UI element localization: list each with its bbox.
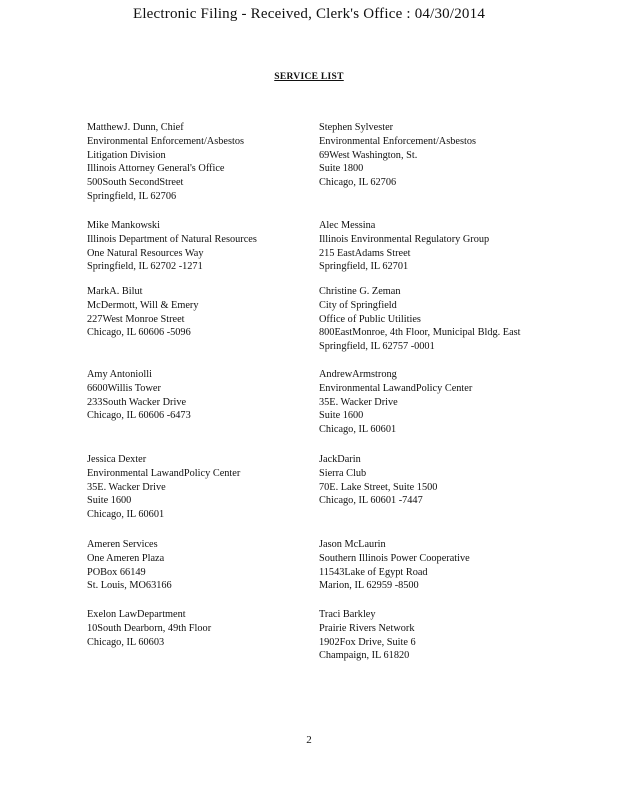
contact-line: Suite 1600 (87, 495, 132, 507)
contact-line: Marion, IL 62959 -8500 (319, 580, 419, 592)
contact-line: Illinois Attorney General's Office (87, 163, 225, 175)
contact-line: Springfield, IL 62701 (319, 261, 409, 273)
contact-line: Amy Antoniolli (87, 369, 152, 380)
contact-line: Chicago, IL 60606 -6473 (87, 410, 191, 422)
service-list-grid (87, 121, 567, 668)
contact-line: Alec Messina (319, 220, 376, 231)
contact-line: 800EastMonroe, 4th Floor, Municipal Bldg. East (319, 327, 521, 339)
contact-line: 6600Willis Tower (87, 382, 161, 394)
contact-line: Chicago, IL 60603 (87, 636, 165, 648)
contact-line: 215 EastAdams Street (319, 247, 411, 259)
contact-entry (319, 219, 567, 285)
contact-line: AndrewArmstrong (319, 369, 397, 380)
contact-line: Ameren Services (87, 539, 158, 550)
contact-line: City of Springfield (319, 299, 397, 311)
contact-line: Springfield, IL 62757 -0001 (319, 341, 435, 353)
contact-line: Prairie Rivers Network (319, 622, 415, 634)
contact-line: Jessica Dexter (87, 454, 147, 465)
contact-entry (319, 285, 567, 368)
contact-line: 11543Lake of Egypt Road (319, 566, 428, 578)
contact-line: Suite 1800 (319, 163, 364, 175)
contact-entry (319, 453, 567, 538)
contact-entry (319, 608, 567, 668)
contact-line: Springfield, IL 62702 -1271 (87, 261, 203, 273)
contact-line: Chicago, IL 60601 (319, 424, 397, 436)
page-number: 2 (306, 734, 312, 746)
contact-line: POBox 66149 (87, 566, 146, 578)
contact-line: Exelon LawDepartment (87, 609, 186, 620)
contact-line: Southern Illinois Power Cooperative (319, 552, 470, 564)
contact-line: Stephen Sylvester (319, 122, 394, 133)
contact-line: Environmental Enforcement/Asbestos (87, 135, 244, 147)
contact-line: Environmental LawandPolicy Center (87, 467, 241, 479)
contact-line: Suite 1600 (319, 410, 364, 422)
contact-line: Illinois Environmental Regulatory Group (319, 233, 490, 245)
contact-entry (87, 285, 319, 368)
contact-line: 10South Dearborn, 49th Floor (87, 622, 212, 634)
contact-entry (87, 368, 319, 453)
contact-line: Sierra Club (319, 467, 367, 479)
contact-line: Christine G. Zeman (319, 286, 401, 297)
contact-line: 35E. Wacker Drive (319, 396, 398, 408)
contact-line: MatthewJ. Dunn, Chief (87, 122, 184, 133)
contact-line: Chicago, IL 62706 (319, 177, 397, 189)
contact-line: One Natural Resources Way (87, 247, 204, 259)
contact-line: Champaign, IL 61820 (319, 650, 410, 662)
contact-line: MarkA. Bilut (87, 286, 143, 297)
contact-line: 500South SecondStreet (87, 177, 184, 189)
contact-line: 69West Washington, St. (319, 149, 418, 161)
contact-line: St. Louis, MO63166 (87, 580, 172, 592)
contact-line: Springfield, IL 62706 (87, 190, 177, 202)
contact-line: 233South Wacker Drive (87, 396, 187, 408)
contact-line: McDermott, Will & Emery (87, 299, 199, 311)
contact-line: One Ameren Plaza (87, 552, 165, 564)
filing-header: Electronic Filing - Received, Clerk's Office : 04/30/2014 (132, 6, 486, 22)
contact-entry (87, 538, 319, 608)
contact-line: Office of Public Utilities (319, 313, 421, 325)
contact-line: Litigation Division (87, 149, 166, 161)
contact-line: Environmental Enforcement/Asbestos (319, 135, 476, 147)
contact-entry (87, 219, 319, 285)
contact-entry (319, 121, 567, 219)
contact-line: 227West Monroe Street (87, 313, 185, 325)
contact-entry (319, 538, 567, 608)
contact-line: Chicago, IL 60601 -7447 (319, 495, 423, 507)
contact-line: 35E. Wacker Drive (87, 481, 166, 493)
contact-line: 1902Fox Drive, Suite 6 (319, 636, 416, 648)
contact-entry (87, 453, 319, 538)
contact-line: Jason McLaurin (319, 539, 386, 550)
contact-line: Chicago, IL 60601 (87, 509, 165, 521)
contact-line: Chicago, IL 60606 -5096 (87, 327, 191, 339)
contact-line: JackDarin (319, 454, 361, 465)
contact-line: 70E. Lake Street, Suite 1500 (319, 481, 438, 493)
contact-line: Environmental LawandPolicy Center (319, 382, 473, 394)
service-list-title: SERVICE LIST (274, 72, 344, 82)
contact-entry (319, 368, 567, 453)
contact-entry (87, 121, 319, 219)
contact-entry (87, 608, 319, 668)
contact-line: Mike Mankowski (87, 220, 160, 231)
contact-line: Illinois Department of Natural Resources (87, 233, 257, 245)
contact-line: Traci Barkley (319, 609, 376, 620)
